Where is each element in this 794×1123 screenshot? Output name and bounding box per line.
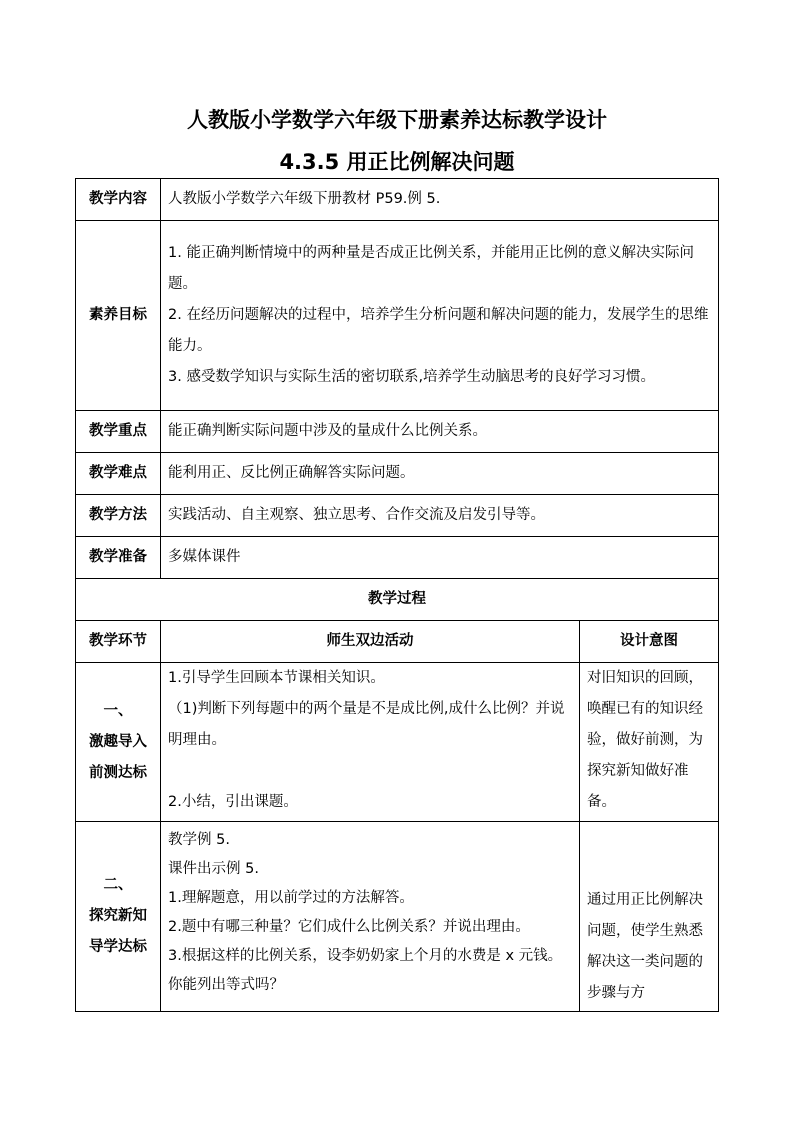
key-value: 能正确判断实际问题中涉及的量成什么比例关系。 <box>161 411 719 453</box>
row-content <box>76 179 719 221</box>
document-title: 人教版小学数学六年级下册素养达标教学设计 <box>187 108 607 132</box>
goals-cell <box>161 221 719 411</box>
method-value: 实践活动、自主观察、独立思考、合作交流及启发引导等。 <box>161 495 719 537</box>
activity-line: 2.题中有哪三种量？它们成什么比例关系？并说出理由。 <box>168 919 530 935</box>
activity-line: 2.小结，引出课题。 <box>168 794 298 810</box>
activity-line: 3.根据这样的比例关系，设李奶奶家上个月的水费是 x 元钱。你能列出等式吗？ <box>168 948 563 993</box>
goal-item: 2. 在经历问题解决的过程中，培养学生分析问题和解决问题的能力，发展学生的思维能力。 <box>168 307 709 354</box>
method-label: 教学方法 <box>76 495 161 537</box>
row-stage-2 <box>76 822 719 1012</box>
prep-label: 教学准备 <box>76 537 161 579</box>
lesson-plan-table <box>75 178 719 1012</box>
goal-item: 3. 感受数学知识与实际生活的密切联系,培养学生动脑思考的良好学习习惯。 <box>168 369 656 385</box>
row-column-headers <box>76 621 719 663</box>
row-difficulty <box>76 453 719 495</box>
stage-2-label <box>76 822 161 1012</box>
activity-line: 1.理解题意，用以前学过的方法解答。 <box>168 890 414 906</box>
goal-item: 1. 能正确判断情境中的两种量是否成正比例关系，并能用正比例的意义解决实际问题。 <box>168 245 694 292</box>
content-label: 教学内容 <box>76 179 161 221</box>
stage-2-activity <box>161 822 580 1012</box>
activity-line: 课件出示例 5. <box>168 861 259 877</box>
stage-label-line: 前测达标 <box>89 764 147 781</box>
stage-label-line: 一、 <box>103 702 133 719</box>
row-method <box>76 495 719 537</box>
stage-label-line: 激趣导入 <box>89 733 147 750</box>
content-value: 人教版小学数学六年级下册教材 P59.例 5. <box>161 179 719 221</box>
goals-label: 素养目标 <box>76 221 161 411</box>
row-key <box>76 411 719 453</box>
row-process-heading <box>76 579 719 621</box>
stage-1-label <box>76 663 161 822</box>
difficulty-value: 能利用正、反比例正确解答实际问题。 <box>161 453 719 495</box>
lesson-title: 4.3.5 用正比例解决问题 <box>279 150 515 174</box>
activity-line: 1.引导学生回顾本节课相关知识。 <box>168 670 385 686</box>
stage-label-line: 二、 <box>103 877 133 893</box>
difficulty-label: 教学难点 <box>76 453 161 495</box>
row-stage-1 <box>76 663 719 822</box>
row-prep <box>76 537 719 579</box>
key-label: 教学重点 <box>76 411 161 453</box>
stage-1-intent: 对旧知识的回顾，唤醒已有的知识经验，做好前测，为探究新知做好准备。 <box>580 663 719 822</box>
prep-value: 多媒体课件 <box>161 537 719 579</box>
activity-line: （1)判断下列每题中的两个量是不是成比例,成什么比例？并说明理由。 <box>168 701 565 748</box>
stage-1-activity <box>161 663 580 822</box>
stage-2-intent: 通过用正比例解决问题，使学生熟悉解决这一类问题的步骤与方 <box>580 822 719 1012</box>
stage-label-line: 导学达标 <box>89 939 147 955</box>
col-intent-header: 设计意图 <box>580 621 719 663</box>
process-heading: 教学过程 <box>76 579 719 621</box>
col-activity-header: 师生双边活动 <box>161 621 580 663</box>
activity-line: 教学例 5. <box>168 832 230 848</box>
row-goals <box>76 221 719 411</box>
col-stage-header: 教学环节 <box>76 621 161 663</box>
stage-label-line: 探究新知 <box>89 908 147 924</box>
